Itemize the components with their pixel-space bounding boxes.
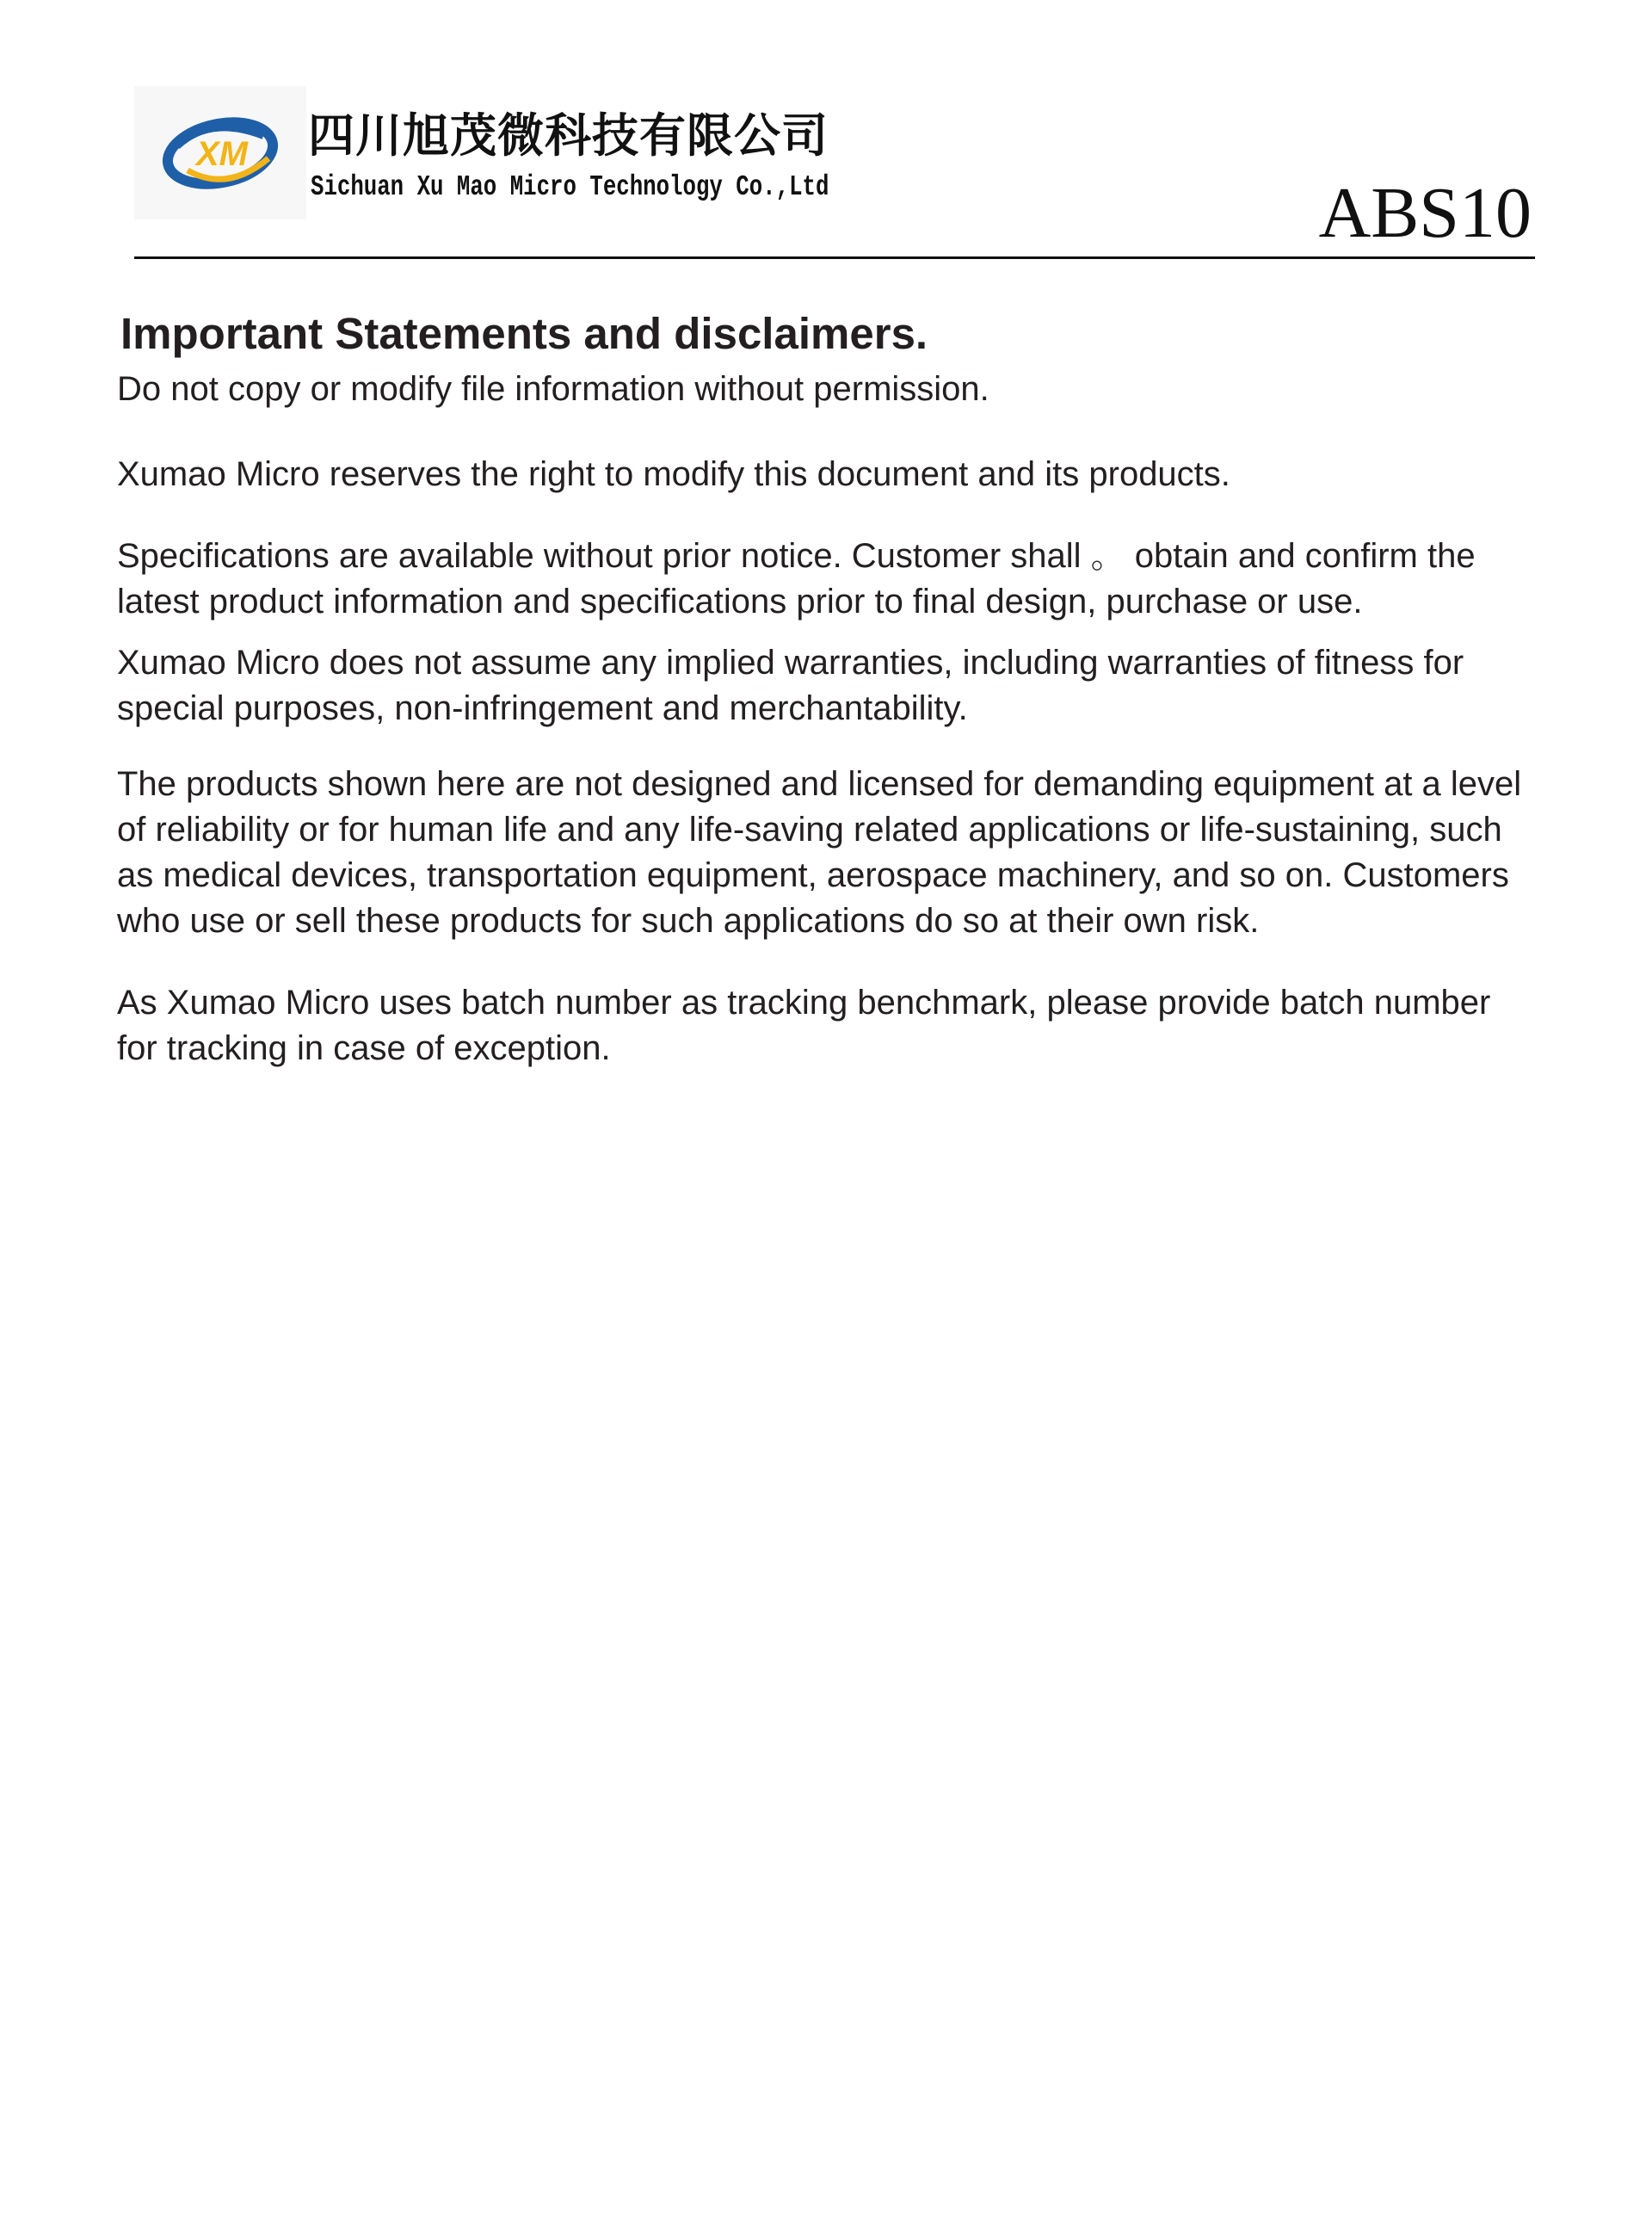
disclaimer-section xyxy=(117,301,1528,1071)
disclaimer-paragraph-5: The products shown here are not designed and licensed for demanding equipment at a level of reliability or for human life and any life-saving related applications or life-sustaining, such as medical devices, transportation equipment, aerospace machinery, and so on. Customers who use or sell these products for such applications do so at their own risk. xyxy=(117,765,1522,940)
part-number: ABS10 xyxy=(1318,173,1532,253)
disclaimer-paragraph-1: Do not copy or modify file information without permission. xyxy=(117,370,989,408)
disclaimer-paragraph-6: As Xumao Micro uses batch number as tracking benchmark, please provide batch number for tracking in case of exception. xyxy=(117,984,1491,1067)
page-header xyxy=(134,86,1532,258)
company-name-english: Sichuan Xu Mao Micro Technology Co.,Ltd xyxy=(311,171,829,203)
section-title: Important Statements and disclaimers. xyxy=(120,309,928,358)
logo-letters: XM xyxy=(196,135,248,173)
company-logo xyxy=(134,86,306,219)
header-divider xyxy=(134,256,1535,259)
disclaimer-paragraph-2: Xumao Micro reserves the right to modify this document and its products. xyxy=(117,455,1230,493)
disclaimer-paragraph-3: Specifications are available without prior notice. Customer shall 。 obtain and confirm the latest product information and specifications prior to final design, purchase or use. xyxy=(117,537,1476,621)
company-name-chinese: 四川旭茂微科技有限公司 xyxy=(308,108,829,163)
disclaimer-paragraph-4: Xumao Micro does not assume any implied warranties, including warranties of fitness for special purposes, non-infringement and merchantability. xyxy=(117,644,1464,727)
xm-logo-icon xyxy=(158,110,282,196)
